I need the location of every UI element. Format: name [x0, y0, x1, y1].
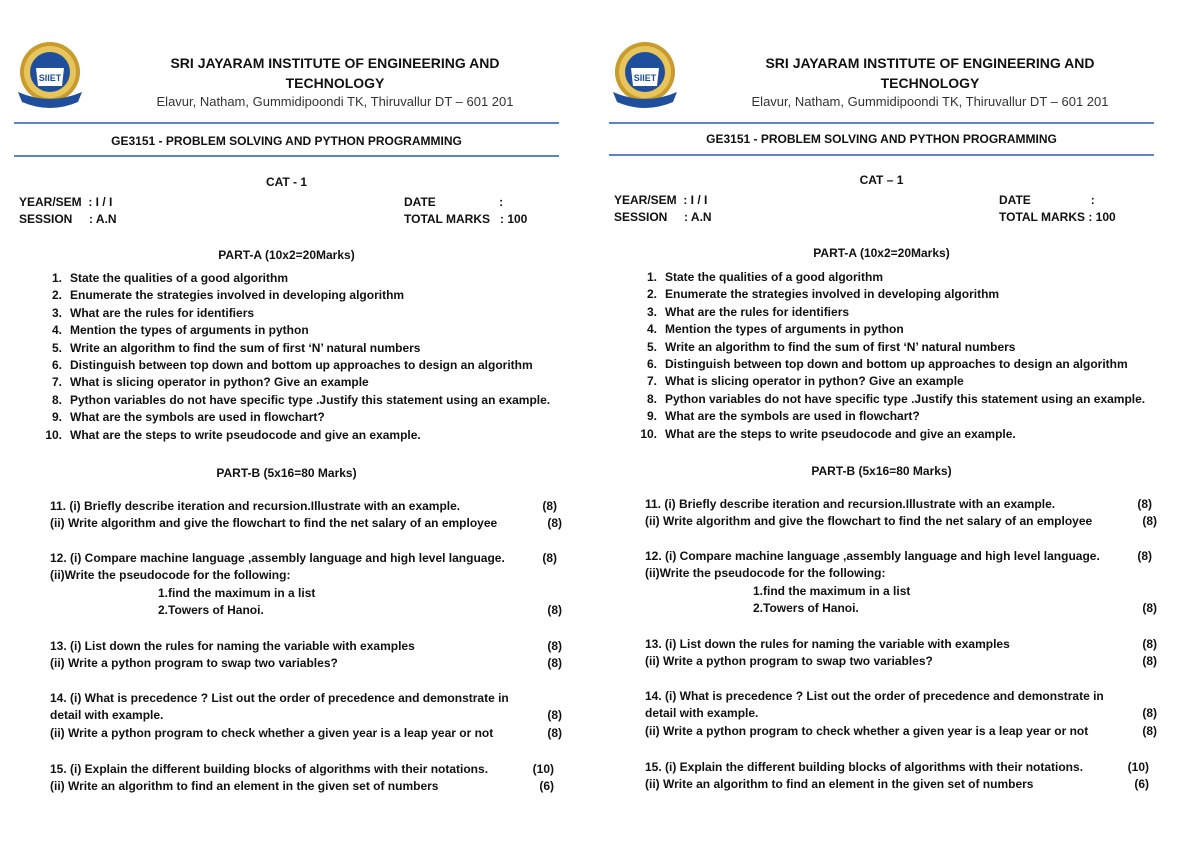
part-a-list	[30, 271, 550, 445]
part-a-question: 2. Enumerate the strategies involved in developing algorithm	[646, 287, 1000, 302]
part-a-question: 10. What are the steps to write pseudocode and give an example.	[640, 426, 1016, 441]
marks: (8)	[547, 708, 562, 723]
marks: (8)	[1142, 514, 1157, 529]
header-divider	[609, 122, 1154, 124]
total-marks: TOTAL MARKS : 100	[999, 210, 1116, 224]
part-a-question: 3. What are the rules for identifiers	[51, 305, 255, 320]
institution-address: Elavur, Natham, Gummidipoondi TK, Thiruvallur DT – 601 201	[751, 94, 1109, 109]
marks: (6)	[539, 779, 554, 794]
part-b-question-15: 15. (i) Explain the different building blocks of algorithms with their notations. (10) (ii) Write an algorithm to find an element in the given set of numbers (6)	[50, 762, 554, 794]
part-a-question: 1. State the qualities of a good algorithm	[646, 270, 884, 284]
marks: (6)	[1134, 777, 1149, 792]
part-b-title: PART-B (5x16=80 Marks)	[216, 466, 357, 480]
course-title: GE3151 - PROBLEM SOLVING AND PYTHON PROGRAMMING	[706, 132, 1057, 146]
part-a-question: 2. Enumerate the strategies involved in developing algorithm	[51, 288, 405, 303]
marks: (8)	[1142, 654, 1157, 669]
marks: (8)	[1137, 497, 1152, 511]
question-paper-left	[10, 0, 595, 848]
part-a-question: 5. Write an algorithm to find the sum of first ‘N’ natural numbers	[51, 340, 421, 355]
course-title: GE3151 - PROBLEM SOLVING AND PYTHON PROGRAMMING	[111, 134, 462, 148]
course-divider	[609, 154, 1154, 156]
college-logo	[611, 40, 679, 112]
part-b-question-11: 11. (i) Briefly describe iteration and recursion.Illustrate with an example. (8) (ii) Write algorithm and give the flowchart to find the net salary of an employee (8)	[50, 499, 562, 531]
marks: (8)	[1142, 601, 1157, 616]
marks: (8)	[1137, 549, 1152, 563]
marks: (8)	[542, 499, 557, 513]
part-a-title: PART-A (10x2=20Marks)	[218, 248, 355, 262]
institution-address: Elavur, Natham, Gummidipoondi TK, Thiruvallur DT – 601 201	[156, 94, 514, 109]
year-sem: YEAR/SEM : I / I	[614, 193, 708, 207]
marks: (8)	[542, 551, 557, 565]
exam-name: CAT - 1	[265, 175, 308, 189]
part-b-question-15: 15. (i) Explain the different building blocks of algorithms with their notations. (10) (ii) Write an algorithm to find an element in the given set of numbers (6)	[645, 760, 1149, 792]
part-a-question: 4. Mention the types of arguments in python	[646, 322, 904, 337]
part-a-question: 10. What are the steps to write pseudocode and give an example.	[45, 427, 421, 442]
logo-text: SIIET	[38, 73, 62, 83]
part-a-question: 6. Distinguish between top down and bottom up approaches to design an algorithm	[646, 356, 1128, 371]
marks: (8)	[547, 603, 562, 618]
logo-text: SIIET	[633, 73, 657, 83]
course-divider	[14, 155, 559, 157]
question-paper-right	[605, 0, 1190, 848]
part-b-question-13: 13. (i) List down the rules for naming the variable with examples (8) (ii) Write a python program to swap two variables? (8)	[645, 637, 1157, 669]
part-a-question: 5. Write an algorithm to find the sum of first ‘N’ natural numbers	[646, 339, 1016, 354]
marks: (8)	[1142, 706, 1157, 721]
part-b-question-14: 14. (i) What is precedence ? List out the order of precedence and demonstrate in detail with example. (8) (ii) Write a python program to check whether a given year is a leap year or not (8)	[50, 691, 562, 740]
part-a-list	[625, 270, 1145, 444]
marks: (8)	[547, 656, 562, 671]
session: SESSION : A.N	[19, 212, 117, 226]
part-a-question: 3. What are the rules for identifiers	[646, 304, 850, 319]
marks: (10)	[1127, 760, 1149, 774]
part-b-question-12: 12. (i) Compare machine language ,assembly language and high level language. (8) (ii)Write the pseudocode for the following: 1.find the maximum in a list 2.Towers of Hanoi. (8)	[50, 551, 562, 618]
marks: (8)	[547, 639, 562, 653]
marks: (8)	[1142, 723, 1157, 738]
part-a-question: 7. What is slicing operator in python? Give an example	[51, 375, 369, 390]
part-a-question: 1. State the qualities of a good algorithm	[51, 271, 289, 285]
part-a-question: 6. Distinguish between top down and bottom up approaches to design an algorithm	[51, 357, 533, 372]
part-a-question: 7. What is slicing operator in python? Give an example	[646, 374, 964, 389]
institution-name: SRI JAYARAM INSTITUTE OF ENGINEERING AND TECHNOLOGY	[170, 55, 500, 91]
part-a-question: 8. Python variables do not have specific type .Justify this statement using an example.	[51, 392, 551, 407]
marks: (8)	[547, 725, 562, 740]
part-b-question-12: 12. (i) Compare machine language ,assembly language and high level language. (8) (ii)Write the pseudocode for the following: 1.find the maximum in a list 2.Towers of Hanoi. (8)	[645, 549, 1157, 616]
marks: (10)	[532, 762, 554, 776]
exam-date: DATE :	[999, 193, 1095, 207]
part-b-question-13: 13. (i) List down the rules for naming the variable with examples (8) (ii) Write a python program to swap two variables? (8)	[50, 639, 562, 671]
marks: (8)	[1142, 637, 1157, 651]
part-a-title: PART-A (10x2=20Marks)	[813, 246, 950, 260]
institution-name: SRI JAYARAM INSTITUTE OF ENGINEERING AND TECHNOLOGY	[765, 55, 1095, 91]
part-b-question-14: 14. (i) What is precedence ? List out the order of precedence and demonstrate in detail with example. (8) (ii) Write a python program to check whether a given year is a leap year or not (8)	[645, 689, 1157, 738]
part-b-title: PART-B (5x16=80 Marks)	[811, 464, 952, 478]
total-marks: TOTAL MARKS : 100	[404, 212, 528, 226]
year-sem: YEAR/SEM : I / I	[19, 195, 113, 209]
college-logo	[16, 40, 84, 112]
header-divider	[14, 122, 559, 124]
exam-name: CAT – 1	[859, 173, 904, 187]
part-a-question: 9. What are the symbols are used in flowchart?	[51, 410, 325, 425]
session: SESSION : A.N	[614, 210, 712, 224]
marks: (8)	[547, 516, 562, 531]
part-a-question: 9. What are the symbols are used in flowchart?	[646, 409, 920, 424]
part-b-question-11: 11. (i) Briefly describe iteration and recursion.Illustrate with an example. (8) (ii) Write algorithm and give the flowchart to find the net salary of an employee (8)	[645, 497, 1157, 529]
part-a-question: 8. Python variables do not have specific type .Justify this statement using an example.	[646, 391, 1146, 406]
part-a-question: 4. Mention the types of arguments in python	[51, 323, 309, 338]
exam-date: DATE :	[404, 195, 504, 209]
